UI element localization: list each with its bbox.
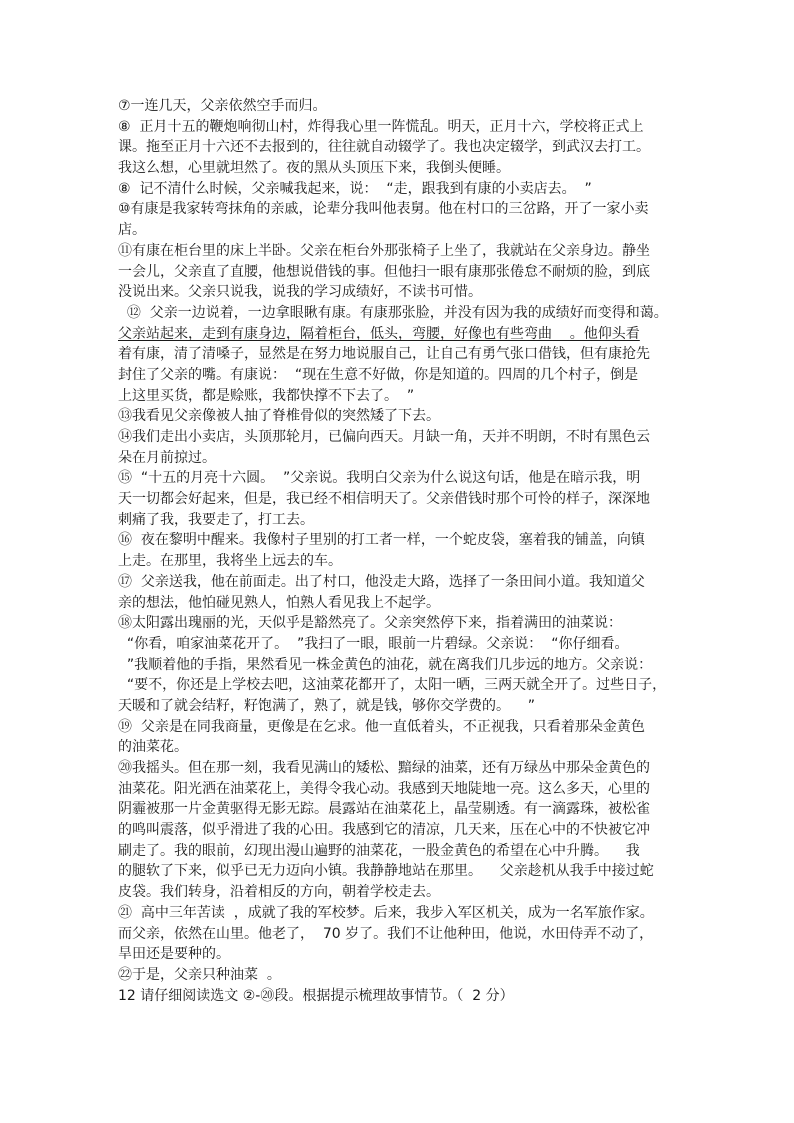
- text-line: 而父亲，依然在山里。他老了， 70 岁了。我们不让他种田，他说，水田侍弄不动了，: [118, 925, 654, 942]
- text-line: ⑬我看见父亲像被人抽了脊椎骨似的突然矮了下去。: [118, 408, 440, 425]
- text-line: ㉒于是，父亲只种油菜 。: [118, 966, 281, 983]
- text-line: 天暖和了就会结籽，籽饱满了，熟了，就是钱，够你交学费的。 ”: [118, 697, 536, 714]
- text-line: 封住了父亲的嘴。有康说： “现在生意不好做，你是知道的。四周的几个村子，倒是: [118, 366, 639, 383]
- text-line: ⑪有康在柜台里的床上半卧。父亲在柜台外那张椅子上坐了，我就站在父亲身边。静坐: [118, 242, 650, 259]
- text-line: ⑧ 正月十五的鞭炮响彻山村，炸得我心里一阵慌乱。明天，正月十六，学校将正式上: [118, 118, 644, 135]
- text-line: ⑩有康是我家转弯抹角的亲戚，论辈分我叫他表舅。他在村口的三岔路，开了一家小卖: [118, 201, 649, 218]
- text-line: 的鸣叫震落，似乎滑进了我的心田。我感到它的清凉，几天来，压在心中的不快被它冲: [118, 822, 650, 839]
- text-line: 着有康，清了清嗓子，显然是在努力地说服自己，让自己有勇气张口借钱，但有康抢先: [118, 346, 650, 363]
- text-line: 旱田还是要种的。: [118, 946, 230, 963]
- text-line: ⑰ 父亲送我，他在前面走。出了村口，他没走大路，选择了一条田间小道。我知道父: [118, 573, 645, 590]
- text-line: ⑲ 父亲是在同我商量，更像是在乞求。他一直低着头，不正视我，只看着那朵金黄色: [118, 718, 645, 735]
- text-line: 上这里买货，都是赊账，我都快撑不下去了。 ”: [118, 387, 415, 404]
- text-line: ⑮ “十五的月亮十六圆。 ”父亲说。我明白父亲为什么说这句话，他是在暗示我，明: [118, 470, 641, 487]
- text-line: ⑯ 夜在黎明中醒来。我像村子里别的打工者一样，一个蛇皮袋，塞着我的铺盖，向镇: [118, 532, 645, 549]
- text-line: ”我顺着他的手指，果然看见一株金黄色的油花，就在离我们几步远的地方。父亲说：: [118, 656, 653, 673]
- underlined-text-line: 父亲站起来，走到有康身边，隔着柜台，低头，弯腰，好像也有些弯曲 。他仰头看: [118, 325, 640, 342]
- text-line: ⑭我们走出小卖店，头顶那轮月，已偏向西天。月缺一角，天并不明朗，不时有黑色云: [118, 429, 650, 445]
- text-line: 刷走了。我的眼前，幻现出漫山遍野的油菜花，一股金黄色的希望在心中升腾。 我: [118, 842, 640, 859]
- text-line: 没说出来。父亲只说我，说我的学习成绩好，不读书可惜。: [118, 284, 482, 301]
- text-line: “你看，咱家油菜花开了。 ”我扫了一眼，眼前一片碧绿。父亲说： “你仔细看。: [118, 635, 629, 652]
- text-line: ⑫ 父亲一边说着，一边拿眼瞅有康。有康那张脸，并没有因为我的成绩好而变得和蔼。: [118, 304, 668, 321]
- text-line: ⑳我摇头。但在那一刻，我看见满山的矮松、黯绿的油菜，还有万绿丛中那朵金黄色的: [118, 760, 650, 776]
- text-line: 油菜花。阳光洒在油菜花上，美得令我心动。我感到天地陡地一亮。这么多天，心里的: [118, 780, 650, 797]
- text-line: 一会儿，父亲直了直腰，他想说借钱的事。但他扫一眼有康那张倦怠不耐烦的脸，到底: [118, 263, 650, 280]
- question-line: 12 请仔细阅读选文 ②-⑳段。根据提示梳理故事情节。（ 2 分）: [118, 987, 514, 1004]
- text-line: 上走。在那里，我将坐上远去的车。: [118, 553, 342, 570]
- text-line: 朵在月前掠过。: [118, 449, 216, 466]
- text-line: 课。拖至正月十六还不去报到的，往往就自动辍学了。我也决定辍学，到武汉去打工。: [118, 139, 650, 156]
- text-line: “要不，你还是上学校去吧，这油菜花都开了，太阳一晒，三两天就全开了。过些日子，: [118, 677, 667, 694]
- text-line: 阴霾被那一片金黄驱得无影无踪。晨露站在油菜花上，晶莹剔透。有一滴露珠，被松雀: [118, 801, 650, 818]
- text-line: ⑧ 记不清什么时候，父亲喊我起来，说： “走，跟我到有康的小卖店去。 ”: [118, 180, 592, 197]
- text-line: 刺痛了我，我要走了，打工去。: [118, 511, 314, 528]
- text-line: 的腿软了下来，似乎已无力迈向小镇。我静静地站在那里。 父亲趁机从我手中接过蛇: [118, 863, 654, 880]
- text-line: ⑱太阳露出瑰丽的光，天似乎是豁然亮了。父亲突然停下来，指着满田的油菜说：: [118, 615, 622, 632]
- text-line: ㉑ 高中三年苦读 ，成就了我的军校梦。后来，我步入军区机关，成为一名军旅作家。: [118, 904, 654, 921]
- text-line: 的油菜花。: [118, 739, 188, 756]
- text-line: 店。: [118, 222, 146, 239]
- text-line: 亲的想法，他怕碰见熟人，怕熟人看见我上不起学。: [118, 594, 440, 611]
- text-line: ⑦一连几天，父亲依然空手而归。: [118, 98, 327, 114]
- document-body: [118, 96, 678, 1006]
- text-line: 天一切都会好起来，但是，我已经不相信明天了。父亲借钱时那个可怜的样子，深深地: [118, 491, 650, 508]
- text-line: 我这么想，心里就坦然了。夜的黑从头顶压下来，我倒头便睡。: [118, 160, 510, 177]
- text-line: 皮袋。我们转身，沿着相反的方向，朝着学校走去。: [118, 884, 440, 901]
